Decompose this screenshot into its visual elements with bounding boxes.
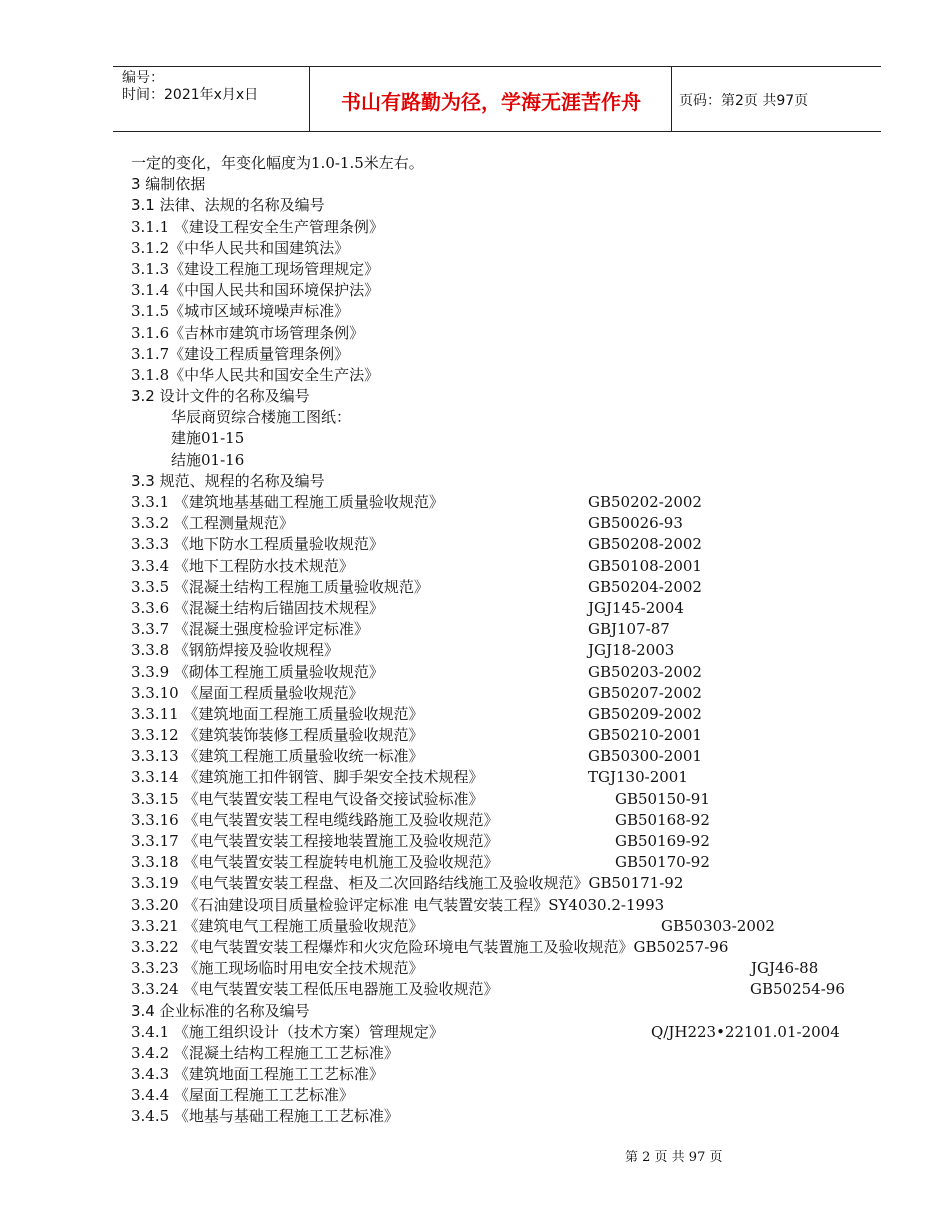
line-text: 3.4.3 《建筑地面工程施工工艺标准》 [131,1065,384,1084]
document-line [131,301,871,322]
line-text: 3.1.8《中华人民共和国安全生产法》 [131,365,380,384]
document-line [131,725,871,746]
line-text: 3.1.3《建设工程施工现场管理规定》 [131,259,380,278]
standard-code: GB50204-2002 [588,577,702,596]
document-line [131,662,871,683]
document-line [131,1022,871,1043]
line-text: 结施01-16 [171,450,245,469]
section-heading [131,471,871,492]
line-text: 3.3 规范、规程的名称及编号 [131,471,325,490]
line-text: 3.3.1 《建筑地基基础工程施工质量验收规范》 [131,493,444,511]
line-text: 3.3.15 《电气装置安装工程电气设备交接试验标准》 [131,789,484,808]
document-line [131,1106,871,1127]
line-text: 3.3.9 《砌体工程施工质量验收规范》 [131,662,384,681]
standard-code: GB50150-91 [615,789,710,808]
document-line [131,428,871,449]
document-line [131,767,871,788]
document-line [131,598,871,619]
document-line [131,619,871,640]
standard-code: GB50203-2002 [588,662,702,681]
document-line [131,683,871,704]
document-line [131,217,871,238]
section-heading [131,1001,871,1022]
document-time-label: 时间：2021年x月x日 [122,87,259,103]
line-text: 3.3.11 《建筑地面工程施工质量验收规范》 [131,704,424,723]
line-text: 3.1.6《吉林市建筑市场管理条例》 [131,323,365,342]
line-text: 3.1 法律、法规的名称及编号 [131,196,325,215]
line-text: 3.3.7 《混凝土强度检验评定标准》 [131,620,369,639]
standard-code: GB50254-96 [750,980,845,999]
standard-code: GB50169-92 [615,832,710,850]
document-line [131,640,871,661]
document-line [131,937,871,958]
document-line [131,259,871,280]
line-text: 3.4.2 《混凝土结构工程施工工艺标准》 [131,1043,399,1062]
section-heading [131,174,871,195]
standard-code: GB50108-2001 [588,556,702,575]
header-divider [309,67,310,131]
document-line [131,1043,871,1064]
document-line [131,916,871,937]
line-text: 3.3.20 《石油建设项目质量检验评定标准 电气装置安装工程》SY4030.2-1993 [131,895,665,914]
document-line [131,492,871,513]
line-text: 3.4.4 《屋面工程施工工艺标准》 [131,1086,354,1105]
document-line [131,556,871,577]
section-heading [131,386,871,407]
line-text: 3.3.4 《地下工程防水技术规范》 [131,556,354,575]
standard-code: GB50208-2002 [588,535,702,554]
line-text: 3.3.5 《混凝土结构工程施工质量验收规范》 [131,577,429,596]
line-text: 3.4 企业标准的名称及编号 [131,1001,310,1020]
line-text: 3.3.3 《地下防水工程质量验收规范》 [131,535,384,554]
document-line [131,280,871,301]
line-text: 3 编制依据 [131,175,206,194]
line-text: 3.3.24 《电气装置安装工程低压电器施工及验收规范》 [131,980,499,999]
document-line [131,704,871,725]
document-line [131,323,871,344]
document-number-label: 编号： [122,70,164,86]
standard-code: GB50207-2002 [588,683,702,702]
line-text: 华辰商贸综合楼施工图纸： [171,408,352,427]
standard-code: JGJ46-88 [751,959,819,978]
header-motto: 书山有路勤为径，学海无涯苦作舟 [341,89,641,114]
line-text: 3.4.1 《施工组织设计（技术方案）管理规定》 [131,1022,444,1041]
document-line [131,238,871,259]
standard-code: GB50300-2001 [588,747,702,766]
line-text: 3.3.12 《建筑装饰装修工程质量验收规范》 [131,726,424,745]
standard-code: GB50210-2001 [588,726,702,745]
page-header [113,66,881,132]
standard-code: TGJ130-2001 [588,768,688,787]
document-line [131,852,871,873]
header-divider [671,67,672,131]
standard-code: GB50168-92 [615,810,710,829]
document-line [131,365,871,386]
document-line [131,873,871,894]
line-text: 3.3.18 《电气装置安装工程旋转电机施工及验收规范》 [131,853,499,872]
line-text: 3.3.8 《钢筋焊接及验收规程》 [131,641,339,660]
document-line [131,895,871,916]
standard-code: GBJ107-87 [588,620,670,639]
line-text: 3.3.2 《工程测量规范》 [131,514,294,533]
line-text: 3.3.14 《建筑施工扣件钢管、脚手架安全技术规程》 [131,768,484,787]
document-line [131,831,871,852]
document-line [131,979,871,1000]
standard-code: GB50202-2002 [588,493,702,511]
standard-code: GB50026-93 [588,514,683,533]
line-text: 3.1.2《中华人民共和国建筑法》 [131,238,350,257]
line-text: 3.1.5《城市区域环境噪声标准》 [131,302,350,321]
line-text: 3.3.22 《电气装置安装工程爆炸和火灾危险环境电气装置施工及验收规范》GB50257-96 [131,937,729,956]
document-line [131,1064,871,1085]
document-body [131,153,871,1128]
standard-code: JGJ145-2004 [588,598,684,617]
document-line [131,513,871,534]
line-text: 3.3.23 《施工现场临时用电安全技术规范》 [131,959,424,978]
line-text: 3.3.21 《建筑电气工程施工质量验收规范》 [131,916,424,935]
header-meta [122,70,258,104]
document-line [131,1085,871,1106]
standard-code: GB50170-92 [615,853,710,872]
document-line [131,789,871,810]
document-line [131,534,871,555]
document-line [131,958,871,979]
line-text: 3.3.17 《电气装置安装工程接地装置施工及验收规范》 [131,832,499,850]
line-text: 3.1.4《中国人民共和国环境保护法》 [131,281,380,300]
line-text: 3.3.16 《电气装置安装工程电缆线路施工及验收规范》 [131,810,499,829]
line-text: 3.4.5 《地基与基础工程施工工艺标准》 [131,1107,399,1126]
document-line [131,577,871,598]
document-line [131,153,871,174]
line-text: 一定的变化，年变化幅度为1.0-1.5米左右。 [131,154,424,172]
page-footer: 第 2 页 共 97 页 [625,1150,723,1165]
standard-code: JGJ18-2003 [588,641,675,660]
line-text: 3.1.7《建设工程质量管理条例》 [131,344,350,363]
header-page-code: 页码：第2页 共97页 [679,93,809,109]
line-text: 3.3.6 《混凝土结构后锚固技术规程》 [131,598,384,617]
document-line [131,344,871,365]
line-text: 3.3.10 《屋面工程质量验收规范》 [131,683,364,702]
document-line [131,407,871,428]
line-text: 3.1.1 《建设工程安全生产管理条例》 [131,217,384,236]
standard-code: GB50303-2002 [661,916,775,935]
document-line [131,810,871,831]
line-text: 3.2 设计文件的名称及编号 [131,387,310,406]
document-line [131,746,871,767]
line-text: 3.3.19 《电气装置安装工程盘、柜及二次回路结线施工及验收规范》GB50171-92 [131,874,684,893]
line-text: 3.3.13 《建筑工程施工质量验收统一标准》 [131,747,424,766]
standard-code: GB50209-2002 [588,704,702,723]
line-text: 建施01-15 [171,429,245,448]
document-line [131,450,871,471]
standard-code: Q/JH223•22101.01-2004 [651,1022,840,1041]
section-heading [131,195,871,216]
